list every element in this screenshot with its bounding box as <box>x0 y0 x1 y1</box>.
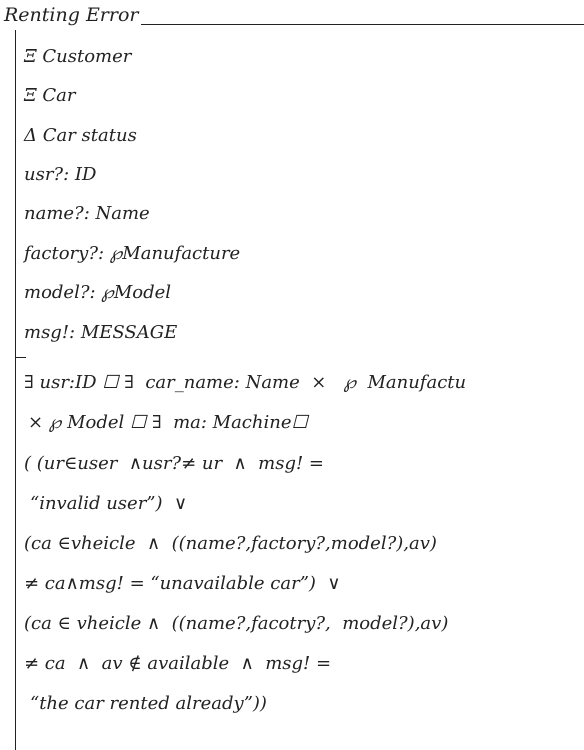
predicate-line-9: “the car rented already”)) <box>30 693 267 714</box>
declaration-car-status: Δ Car status <box>24 125 137 146</box>
schema-title: Renting Error <box>4 4 139 26</box>
predicate-line-8: ≠ ca ∧ av ∉ available ∧ msg! = <box>24 653 332 674</box>
declaration-usr: usr?: ID <box>24 164 97 185</box>
declaration-model: model?: ℘Model <box>24 282 172 303</box>
predicate-line-3: ( (ur∈user ∧usr?≠ ur ∧ msg! = <box>24 453 325 474</box>
declaration-factory: factory?: ℘Manufacture <box>24 243 241 264</box>
predicate-line-6: ≠ ca∧msg! = “unavailable car”) ∨ <box>24 573 341 594</box>
declaration-car: Ξ Car <box>24 85 76 106</box>
predicate-line-7: (ca ∈ vheicle ∧ ((name?,facotry?, model?),av) <box>24 613 449 634</box>
predicate-line-1: ∃ usr:ID ☐ ∃ car_name: Name × ℘ Manufactu <box>24 372 467 393</box>
predicate-line-5: (ca ∈vheicle ∧ ((name?,factory?,model?),av) <box>24 533 437 554</box>
predicate-line-4: “invalid user”) ∨ <box>30 493 188 514</box>
declaration-msg: msg!: MESSAGE <box>24 322 178 343</box>
schema-body <box>24 0 584 750</box>
declaration-name: name?: Name <box>24 203 150 224</box>
predicate-line-2: × ℘ Model ☐ ∃ ma: Machine☐ <box>28 412 308 433</box>
schema-left-rule <box>15 30 16 750</box>
declaration-customer: Ξ Customer <box>24 46 132 67</box>
